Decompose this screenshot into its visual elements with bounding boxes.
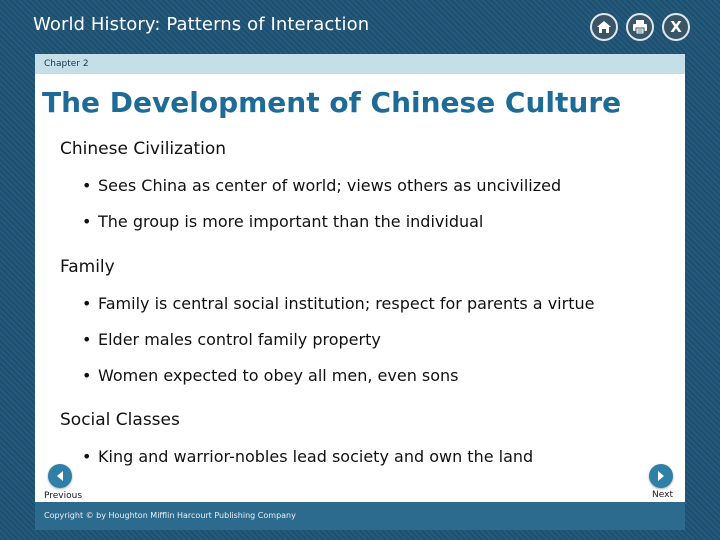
print-button[interactable]: [626, 13, 654, 41]
bullet-text: Family is central social institution; respect for parents a virtue: [98, 294, 595, 313]
bullet-item: [82, 447, 533, 466]
next-label[interactable]: Next: [652, 490, 673, 500]
bullet-marker: •: [82, 176, 92, 195]
bullet-text: Elder males control family property: [98, 330, 381, 349]
bullet-item: [82, 330, 381, 349]
previous-button[interactable]: [48, 464, 72, 488]
nav-toolbar: [590, 13, 690, 41]
bullet-item: [82, 366, 459, 385]
close-button[interactable]: [662, 13, 690, 41]
home-button[interactable]: [590, 13, 618, 41]
bullet-text: King and warrior-nobles lead society and own the land: [98, 447, 534, 466]
bullet-marker: •: [82, 212, 92, 231]
bullet-marker: •: [82, 330, 92, 349]
bullet-text: The group is more important than the individual: [98, 212, 484, 231]
section-heading: Social Classes: [60, 410, 180, 430]
close-icon: X: [670, 18, 682, 36]
slide-title: The Development of Chinese Culture: [42, 86, 622, 119]
arrow-right-icon: [655, 470, 667, 482]
bullet-item: [82, 294, 594, 313]
app-title: World History: Patterns of Interaction: [33, 14, 370, 35]
bullet-item: [82, 212, 483, 231]
bullet-text: Sees China as center of world; views others as uncivilized: [98, 176, 562, 195]
section-heading: Chinese Civilization: [60, 139, 227, 159]
home-icon: [596, 19, 612, 35]
bullet-marker: •: [82, 447, 92, 466]
arrow-left-icon: [54, 470, 66, 482]
bullet-text: Women expected to obey all men, even sons: [98, 366, 459, 385]
section-heading: Family: [60, 257, 115, 277]
footer-copyright: Copyright © by Houghton Mifflin Harcourt Publishing Company: [35, 502, 685, 530]
chapter-label: Chapter 2: [35, 54, 685, 74]
slide-panel: [35, 54, 685, 530]
bullet-marker: •: [82, 294, 92, 313]
print-icon: [632, 19, 648, 35]
bullet-marker: •: [82, 366, 92, 385]
next-button[interactable]: [649, 464, 673, 488]
previous-label[interactable]: Previous: [44, 491, 83, 501]
bullet-item: [82, 176, 561, 195]
